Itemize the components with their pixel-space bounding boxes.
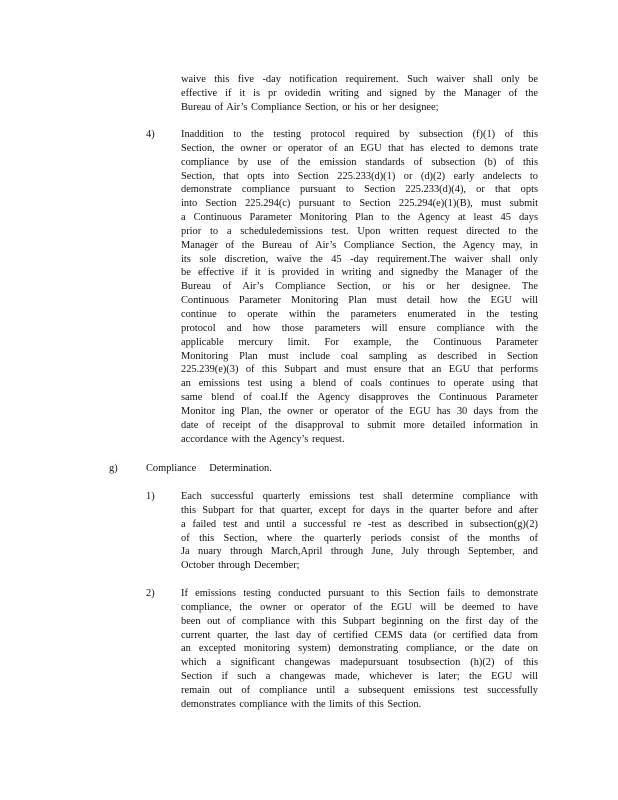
text-line: applicable mercury limit. For example, the Continuous Parameter <box>181 336 538 348</box>
text-line: October through December; <box>181 560 300 572</box>
text-line: Bureau of Air’s Compliance Section, or his or her designee. The <box>181 281 538 293</box>
text-line: Section, that opts into Section 225.233(d)(1) or (d)(2) early andelects to <box>181 170 538 182</box>
text-line: its sole discretion, waive the 45 -day requirement.The waiver shall only <box>181 253 538 265</box>
section-g-heading: Compliance Determination. <box>146 463 272 474</box>
text-line: Bureau of Air’s Compliance Section, or his or her designee; <box>181 101 439 113</box>
text-line: demonstrate compliance pursuant to Section 225.233(d)(4), or that opts <box>181 184 538 196</box>
text-line: 225.239(e)(3) of this Subpart and must ensure that an EGU that performs <box>181 364 538 376</box>
text-line: compliance by use of the emission standards of subsection (b) of this <box>181 156 538 168</box>
text-line: Inaddition to the testing protocol required by subsection (f)(1) of this <box>181 129 538 140</box>
text-line: be effective if it is provided in writing and signedby the Manager of the <box>181 267 538 279</box>
item-4-marker: 4) <box>146 129 155 140</box>
text-line: If emissions testing conducted pursuant to this Section fails to demonstrate <box>181 588 538 599</box>
text-line: a Continuous Parameter Monitoring Plan to the Agency at least 45 days <box>181 212 538 224</box>
text-line: this Subpart for that quarter, except for days in the quarter before and after <box>181 504 538 516</box>
text-line: accordance with the Agency’s request. <box>181 433 345 445</box>
continuation-paragraph <box>181 73 538 115</box>
item-2-marker: 2) <box>146 588 155 599</box>
text-line: an excepted monitoring system) demonstrating compliance, or the date on <box>181 643 538 655</box>
text-line: date of receipt of the disapproval to submit more detailed information in <box>181 419 538 431</box>
item-1-marker: 1) <box>146 491 155 502</box>
text-line: Monitoring Plan must include coal sampling as described in Section <box>181 350 538 362</box>
text-line: Continuous Parameter Monitoring Plan must detail how the EGU will <box>181 295 538 307</box>
text-line: continue to operate within the parameters enumerated in the testing <box>181 308 538 320</box>
text-line: into Section 225.294(c) pursuant to Section 225.294(e)(1)(B), must submit <box>181 198 538 210</box>
item-4-paragraph <box>181 128 538 446</box>
text-line: effective if it is pr ovidedin writing and signed by the Manager of the <box>181 87 538 99</box>
text-line: current quarter, the last day of certified CEMS data (or certified data from <box>181 629 538 641</box>
section-g-marker: g) <box>109 463 118 474</box>
item-1-paragraph <box>181 490 538 573</box>
text-line: been out of compliance with this Subpart beginning on the first day of the <box>181 615 538 627</box>
text-line: Section if such a changewas made, whichever is later; the EGU will <box>181 671 538 683</box>
text-line: Ja nuary through March,April through June, July through September, and <box>181 546 538 558</box>
text-line: waive this five -day notification requirement. Such waiver shall only be <box>181 74 538 85</box>
text-line: compliance, the owner or operator of the EGU will be deemed to have <box>181 601 538 613</box>
text-line: a failed test and until a successful re -test as described in subsection(g)(2) <box>181 518 538 530</box>
text-line: Monitor ing Plan, the owner or operator of the EGU has 30 days from the <box>181 405 538 417</box>
text-line: remain out of compliance until a subsequent emissions test successfully <box>181 684 538 696</box>
text-line: Section, the owner or operator of an EGU that has elected to demons trate <box>181 142 538 154</box>
text-line: prior to a scheduledemissions test. Upon written request directed to the <box>181 225 538 237</box>
text-line: Manager of the Bureau of Air’s Compliance Section, the Agency may, in <box>181 239 538 251</box>
item-2-paragraph <box>181 587 538 712</box>
text-line: same blend of coal.If the Agency disapproves the Continuous Parameter <box>181 392 538 404</box>
text-line: which a significant changewas madepursuant tosubsection (h)(2) of this <box>181 657 538 669</box>
text-line: protocol and how those parameters will ensure compliance with the <box>181 322 538 334</box>
text-line: Each successful quarterly emissions test shall determine compliance with <box>181 491 538 502</box>
text-line: of this Section, where the quarterly periods consist of the months of <box>181 532 538 544</box>
text-line: an emissions test using a blend of coals continues to operate using that <box>181 378 538 390</box>
text-line: demonstrates compliance with the limits of this Section. <box>181 698 422 710</box>
